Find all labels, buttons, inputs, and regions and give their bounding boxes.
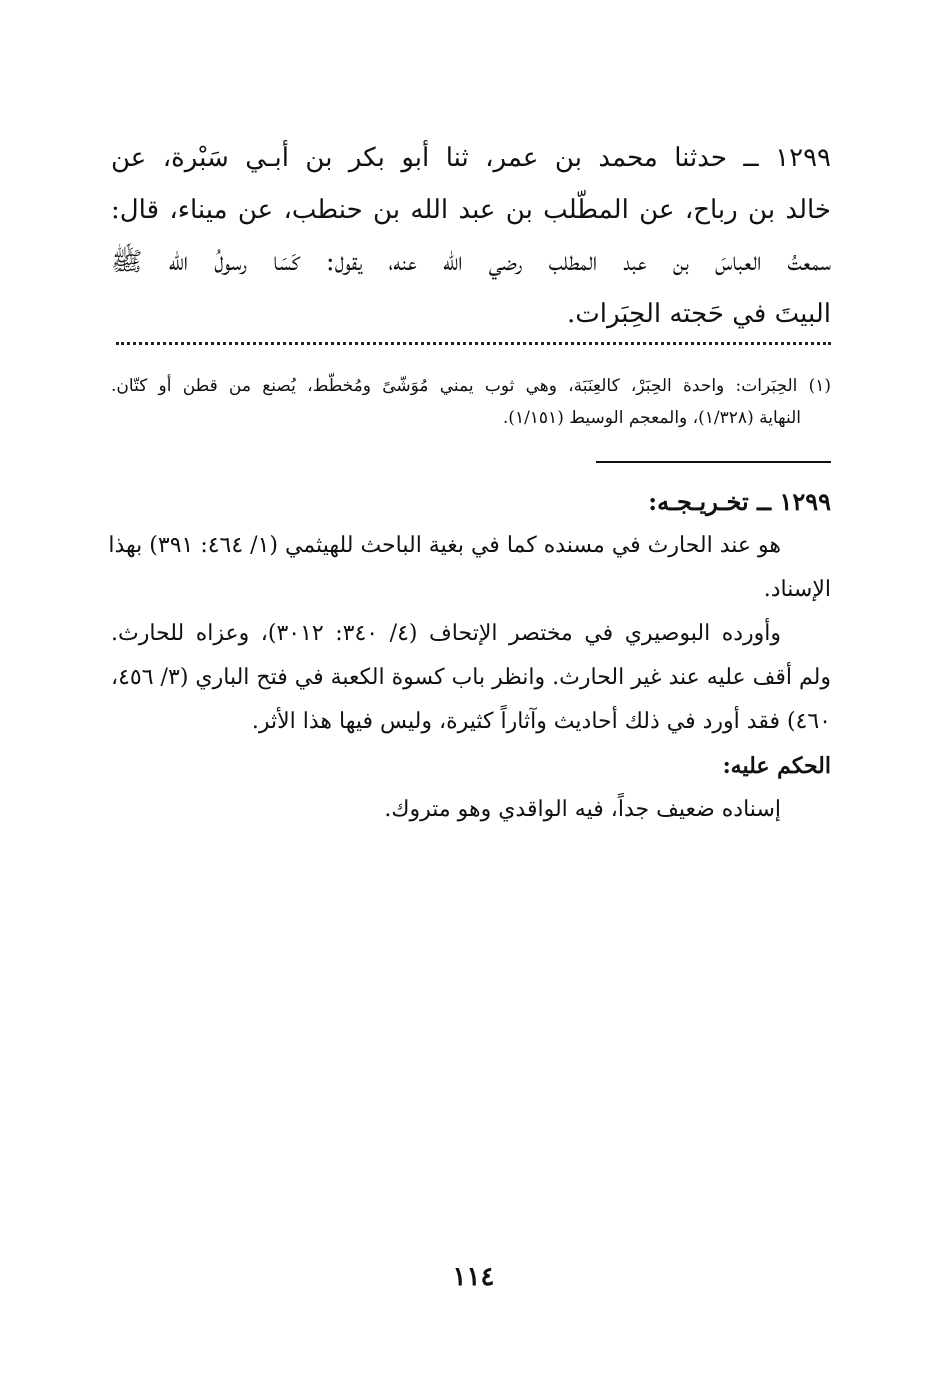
hadith-line: خالد بن رباح، عن المطّلب بن عبد الله بن حنطب، عن ميناء، قال: bbox=[111, 195, 831, 225]
horizontal-rule bbox=[596, 461, 831, 463]
hadith-line: البيتَ في حَجته الحِبَرات. bbox=[567, 299, 831, 329]
page-number: ١١٤ bbox=[452, 1262, 495, 1292]
takhrij-paragraph-line: ولم أقف عليه عند غير الحارث. وانظر باب كسوة الكعبة في فتح الباري (٣/ ٤٥٦، bbox=[111, 665, 832, 690]
hadith-line: سمعتُ العباسَ بن عبد المطلب رضي الله عنه، يقول: كَسَا رسولُ الله ﷺ bbox=[111, 247, 831, 277]
takhrij-section bbox=[108, 480, 832, 832]
footnote bbox=[111, 370, 831, 434]
ruling-heading: الحكم عليه: bbox=[722, 753, 831, 779]
footnote-line: النهاية (١/٣٢٨)، والمعجم الوسيط (١/١٥١). bbox=[502, 408, 801, 428]
takhrij-paragraph-line: هو عند الحارث في مسنده كما في بغية الباحث للهيثمي (١/ ٤٦٤: ٣٩١) بهذا bbox=[108, 533, 781, 558]
takhrij-heading: ١٢٩٩ ــ تخـريـجـه: bbox=[648, 487, 831, 516]
takhrij-paragraph-line: وأورده البوصيري في مختصر الإتحاف (٤/ ٣٤٠: ٣٠١٢)، وعزاه للحارث. bbox=[111, 621, 782, 646]
takhrij-paragraph-line: الإسناد. bbox=[763, 577, 831, 602]
hadith-line: ١٢٩٩ ــ حدثنا محمد بن عمر، ثنا أبو بكر بن أبـي سَبْرة، عن bbox=[111, 143, 831, 173]
takhrij-paragraph-line: ٤٦٠) فقد أورد في ذلك أحاديث وآثاراً كثيرة، وليس فيها هذا الأثر. bbox=[251, 709, 831, 734]
footnote-line: (١) الحِبَرات: واحدة الحِبَرْ، كالعِنَبَة، وهي ثوب يمني مُوَشّىً ومُخطّط، يُصنع من قطن أو كتّان. bbox=[111, 376, 831, 396]
hadith-text bbox=[111, 132, 831, 340]
dotted-separator bbox=[116, 342, 831, 345]
ruling-text: إسناده ضعيف جداً، فيه الواقدي وهو متروك. bbox=[384, 797, 781, 822]
